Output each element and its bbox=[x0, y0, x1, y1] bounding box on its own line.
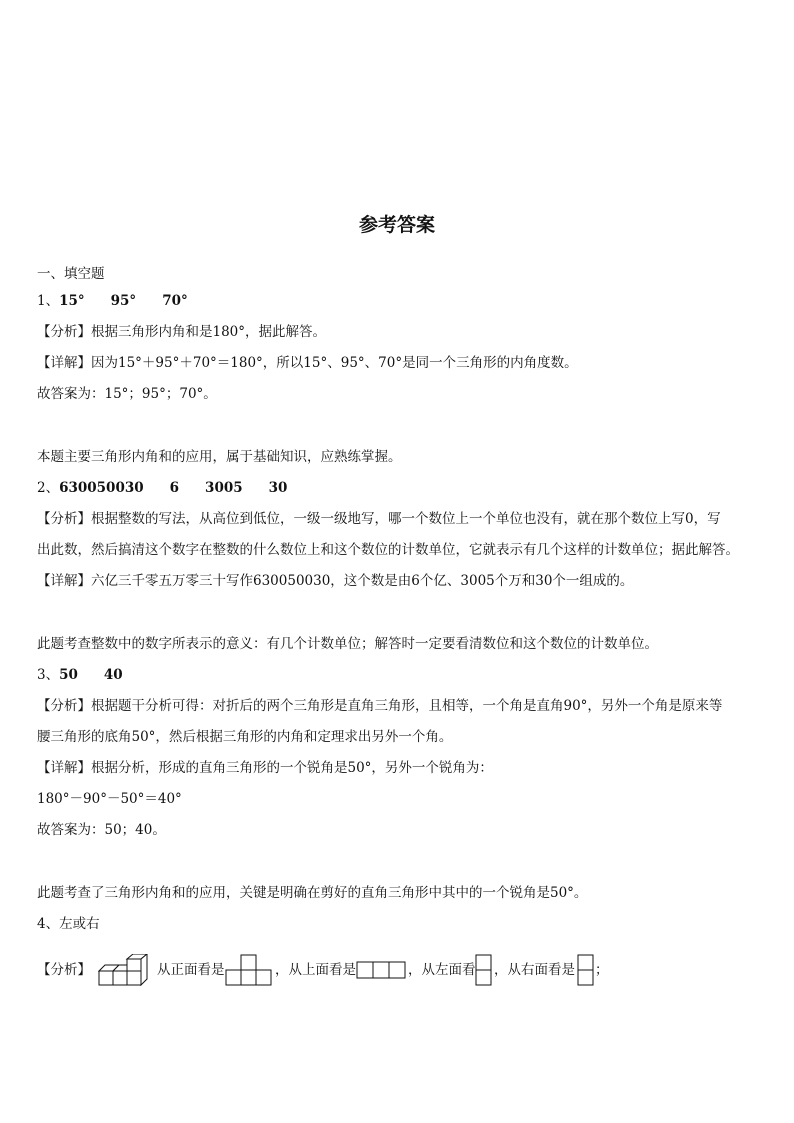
q1-label: 1、 bbox=[37, 293, 60, 309]
q1-answer-3: 70° bbox=[162, 293, 188, 309]
q3-label: 3、 bbox=[37, 667, 60, 683]
q4-answer-line bbox=[37, 914, 762, 934]
q4-answer: 左或右 bbox=[59, 916, 100, 932]
q4-right-text: ，从右面看是 bbox=[494, 962, 575, 978]
q4-front-text: 从正面看是 bbox=[157, 962, 225, 978]
q3-summary: 此题考查了三角形内角和的应用，关键是明确在剪好的直角三角形中其中的一个锐角是50°。 bbox=[37, 885, 588, 901]
q2-answer-1: 630050030 bbox=[59, 480, 144, 496]
q4-label: 4、 bbox=[37, 916, 60, 932]
q2-detail: 【详解】六亿三千零五万零三十写作630050030，这个数是由6个亿、3005个万和30个一组成的。 bbox=[37, 573, 634, 589]
top-view-figure bbox=[356, 961, 406, 979]
q1-answer-text: 故答案为：15°；95°；70°。 bbox=[37, 386, 217, 402]
q1-analysis: 【分析】根据三角形内角和是180°，据此解答。 bbox=[37, 324, 327, 340]
q4-analysis-prefix: 【分析】 bbox=[37, 962, 91, 978]
page-title: 参考答案 bbox=[358, 214, 435, 236]
q1-summary: 本题主要三角形内角和的应用，属于基础知识，应熟练掌握。 bbox=[37, 449, 402, 465]
q2-analysis-line-1: 【分析】根据整数的写法，从高位到低位，一级一级地写，哪一个数位上一个单位也没有，就在那个数位上写0，写 bbox=[37, 511, 721, 527]
q3-detail: 【详解】根据分析，形成的直角三角形的一个锐角是50°，另外一个锐角为： bbox=[37, 760, 493, 776]
front-view-figure bbox=[225, 954, 273, 986]
q2-summary: 此题考查整数中的数字所表示的意义：有几个计数单位；解答时一定要看清数位和这个数位的计数单位。 bbox=[37, 636, 658, 652]
right-view-figure bbox=[577, 954, 595, 986]
q1-answer-2: 95° bbox=[110, 293, 137, 309]
q4-top-text: ，从上面看是 bbox=[275, 962, 356, 978]
q3-equation: 180°－90°－50°＝40° bbox=[37, 791, 182, 807]
q3-analysis-line-1: 【分析】根据题干分析可得：对折后的两个三角形是直角三角形，且相等，一个角是直角90°，另外一个角是原来等 bbox=[37, 698, 723, 714]
left-view-figure bbox=[475, 954, 493, 986]
q3-answer-line bbox=[37, 665, 762, 685]
q4-end-text: ； bbox=[595, 962, 609, 978]
q3-answer-2: 40 bbox=[103, 667, 123, 683]
q1-answer-1: 15° bbox=[59, 293, 85, 309]
q1-detail: 【详解】因为15°＋95°＋70°＝180°，所以15°、95°、70°是同一个三角形的内角度数。 bbox=[37, 355, 578, 371]
q3-answer-1: 50 bbox=[59, 667, 78, 683]
section-heading: 一、填空题 bbox=[37, 266, 105, 282]
q3-answer-text: 故答案为：50；40。 bbox=[37, 822, 166, 838]
q2-analysis-line-2: 出此数，然后搞清这个数字在整数的什么数位上和这个数位的计数单位，它就表示有几个这样的计数单位；据此解答。 bbox=[37, 542, 739, 558]
q4-left-text: ，从左面看 bbox=[408, 962, 476, 978]
q2-answer-line bbox=[37, 478, 762, 498]
q2-answer-2: 6 bbox=[169, 480, 180, 496]
q3-analysis-line-2: 腰三角形的底角50°，然后根据三角形的内角和定理求出另外一个角。 bbox=[37, 729, 453, 745]
q2-label: 2、 bbox=[37, 480, 60, 496]
q2-answer-4: 30 bbox=[268, 480, 288, 496]
q1-answer-line bbox=[37, 291, 762, 311]
cube-stack-figure bbox=[98, 954, 154, 986]
q2-answer-3: 3005 bbox=[205, 480, 243, 496]
